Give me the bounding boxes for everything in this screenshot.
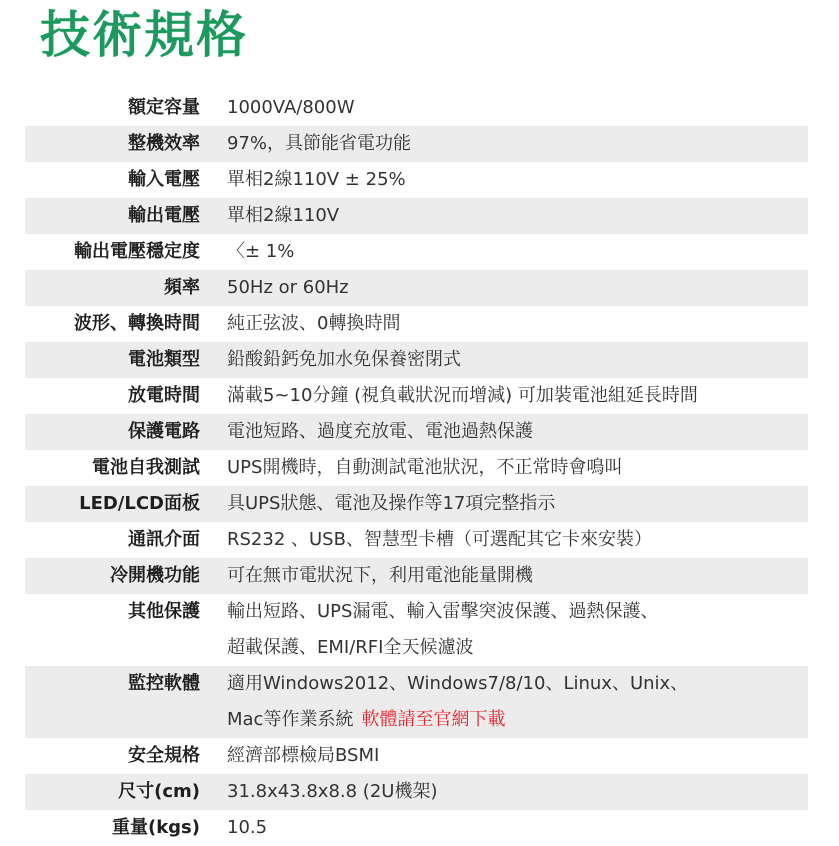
- spec-row-input-voltage: [25, 162, 808, 198]
- spec-value: 電池短路、過度充放電、電池過熱保護: [227, 421, 533, 442]
- spec-value: 經濟部標檢局BSMI: [227, 745, 380, 766]
- spec-value: 滿載5~10分鐘 (視負載狀況而增減) 可加裝電池組延長時間: [227, 385, 698, 406]
- spec-value: 〈± 1%: [227, 241, 295, 262]
- spec-row-battery-type: [25, 342, 808, 378]
- spec-value: [200, 666, 688, 738]
- spec-value: [200, 594, 658, 666]
- spec-label: 通訊介面: [128, 529, 200, 550]
- spec-row-weight: [25, 810, 808, 846]
- spec-row-dimensions: [25, 774, 808, 810]
- spec-table: [25, 90, 808, 846]
- spec-row-cold-start: [25, 558, 808, 594]
- spec-label: 波形、轉換時間: [74, 313, 200, 334]
- spec-value: 具UPS狀態、電池及操作等17項完整指示: [227, 493, 556, 514]
- spec-label: 輸入電壓: [128, 169, 200, 190]
- spec-label: 整機效率: [128, 133, 200, 154]
- spec-row-safety-standard: [25, 738, 808, 774]
- spec-row-waveform: [25, 306, 808, 342]
- spec-value: 10.5: [227, 817, 268, 838]
- spec-value: RS232 、USB、智慧型卡槽（可選配其它卡來安裝）: [227, 529, 652, 550]
- spec-row-output-voltage: [25, 198, 808, 234]
- spec-label: 額定容量: [128, 97, 200, 118]
- spec-label: 冷開機功能: [110, 565, 200, 586]
- spec-row-discharge-time: [25, 378, 808, 414]
- spec-label: 安全規格: [128, 745, 200, 766]
- spec-label: 保護電路: [128, 421, 200, 442]
- spec-value: 純正弦波、0轉換時間: [227, 313, 401, 334]
- spec-value-line: 超載保護、EMI/RFI全天候濾波: [227, 637, 474, 658]
- spec-label: 重量(kgs): [111, 817, 200, 838]
- spec-label: 其他保護: [128, 601, 200, 622]
- spec-label: 頻率: [164, 277, 200, 298]
- spec-row-monitoring-software: [25, 666, 808, 738]
- spec-row-efficiency: [25, 126, 808, 162]
- spec-value: 單相2線110V: [227, 205, 340, 226]
- spec-value: 可在無市電狀況下，利用電池能量開機: [227, 565, 533, 586]
- page-title: 技術規格: [40, 6, 248, 64]
- spec-value-line: 適用Windows2012、Windows7/8/10、Linux、Unix、: [227, 673, 689, 694]
- spec-row-other-protection: [25, 594, 808, 666]
- spec-label: 輸出電壓: [128, 205, 200, 226]
- spec-value: UPS開機時，自動測試電池狀況，不正常時會鳴叫: [227, 457, 623, 478]
- spec-value: 1000VA/800W: [227, 97, 355, 118]
- spec-value-text: Mac等作業系統: [227, 709, 354, 730]
- spec-label: LED/LCD面板: [79, 493, 200, 514]
- spec-row-frequency: [25, 270, 808, 306]
- spec-value: 單相2線110V ± 25%: [227, 169, 406, 190]
- spec-row-display-panel: [25, 486, 808, 522]
- spec-value: 鉛酸鉛鈣免加水免保養密閉式: [227, 349, 461, 370]
- spec-value: 31.8x43.8x8.8 (2U機架): [227, 781, 438, 802]
- spec-row-protection-circuit: [25, 414, 808, 450]
- spec-value-line: 輸出短路、UPS漏電、輸入雷擊突波保護、過熱保護、: [227, 601, 659, 622]
- spec-row-rated-capacity: [25, 90, 808, 126]
- spec-value-line: [227, 702, 688, 738]
- spec-row-communication: [25, 522, 808, 558]
- spec-label: 輸出電壓穩定度: [74, 241, 200, 262]
- spec-value: 50Hz or 60Hz: [227, 277, 349, 298]
- spec-value: 97%，具節能省電功能: [227, 133, 412, 154]
- spec-label: 放電時間: [128, 385, 200, 406]
- software-download-note: 軟體請至官網下載: [361, 709, 506, 730]
- spec-row-battery-self-test: [25, 450, 808, 486]
- spec-label: 監控軟體: [128, 673, 200, 694]
- spec-label: 尺寸(cm): [118, 781, 200, 802]
- spec-row-voltage-stability: [25, 234, 808, 270]
- spec-label: 電池類型: [128, 349, 200, 370]
- spec-label: 電池自我測試: [92, 457, 200, 478]
